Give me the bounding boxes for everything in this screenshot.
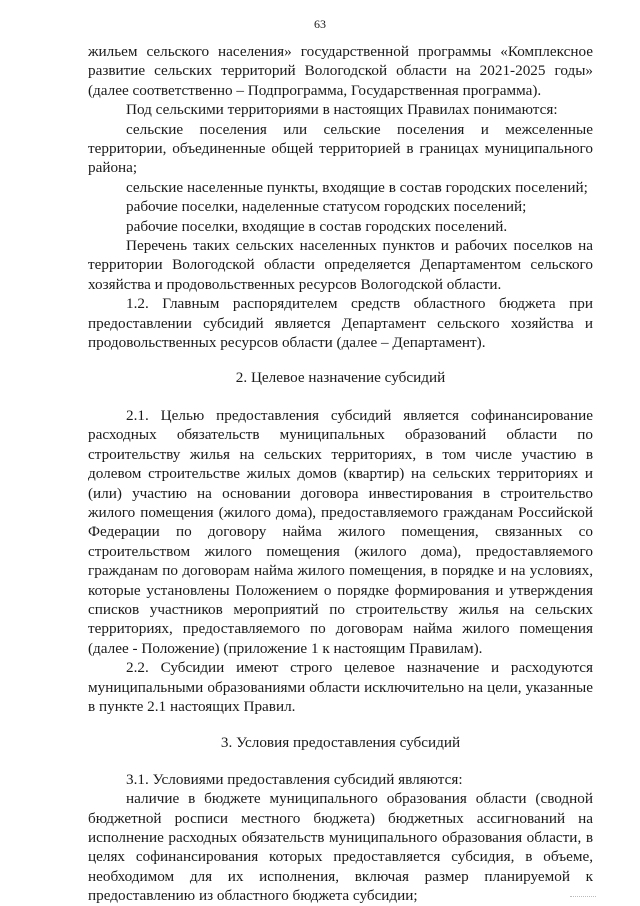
section-heading: 2. Целевое назначение субсидий [235,368,446,386]
paragraph: 2.2. Субсидии имеют строго целевое назначение и расходуются муниципальными образованиями области исключительно на цели, указанные в пункте 2.1 настоящих Правил. [88,659,593,715]
paragraph: жильем сельского населения» государственной программы «Комплексное развитие сельских территорий Вологодской области на 2021-2025 годы» (далее соответственно – Подпрограмма, Государственная программа). [88,43,593,99]
section-heading: 3. Условия предоставления субсидий [220,734,461,752]
document-body [88,42,593,906]
paragraph: рабочие поселки, наделенные статусом городских поселений; [126,198,527,216]
paragraph: 3.1. Условиями предоставления субсидий являются: [126,770,463,788]
paragraph: сельские поселения или сельские поселения и межселенные территории, объединенные общей территорией в границах муниципального района; [88,120,593,177]
paragraph: Под сельскими территориями в настоящих Правилах понимаются: [126,101,558,119]
paragraph: Перечень таких сельских населенных пунктов и рабочих поселков на территории Вологодской области определяется Департаментом сельского хозяйства и продовольственных ресурсов Вологодской области. [88,237,593,293]
paragraph: рабочие поселки, входящие в состав городских поселений. [126,217,508,235]
paragraph: наличие в бюджете муниципального образования области (сводной бюджетной росписи местного бюджета) бюджетных ассигнований на исполнение расходных обязательств муниципального образования области, в целях софинансирования которых предоставляется субсидия, в объеме, необходимом для их исполнения, включая размер планируемой к предоставлению из областного бюджета субсидии; [88,790,593,905]
page-number: 63 [314,17,326,31]
paragraph: 2.1. Целью предоставления субсидий является софинансирование расходных обязательств муниципальных образований области по строительству жилья на сельских территориях, в том числе участию в долевом строительстве жилых домов (квартир) на сельских территориях и (или) участию на основании договора инвестирования в строительство жилого помещения (жилого дома), предоставляемого гражданам Российской Федерации по договору найма жилого помещения, связанных со строительством жилого помещения (жилого дома), предоставляемого гражданам по договорам найма жилого помещения, в порядке и на условиях, которые установлены Положением о порядке формирования и утверждения списков участников мероприятий по строительству жилья на сельских территориях, предоставляемого по договорам найма жилого помещения (далее - Положение) (приложение 1 к настоящим Правилам). [88,406,593,657]
paragraph: сельские населенные пункты, входящие в состав городских поселений; [126,178,588,196]
paragraph: 1.2. Главным распорядителем средств областного бюджета при предоставлении субсидий является Департамент сельского хозяйства и продовольственных ресурсов области (далее – Департамент). [88,295,593,352]
scan-mark [570,893,596,897]
